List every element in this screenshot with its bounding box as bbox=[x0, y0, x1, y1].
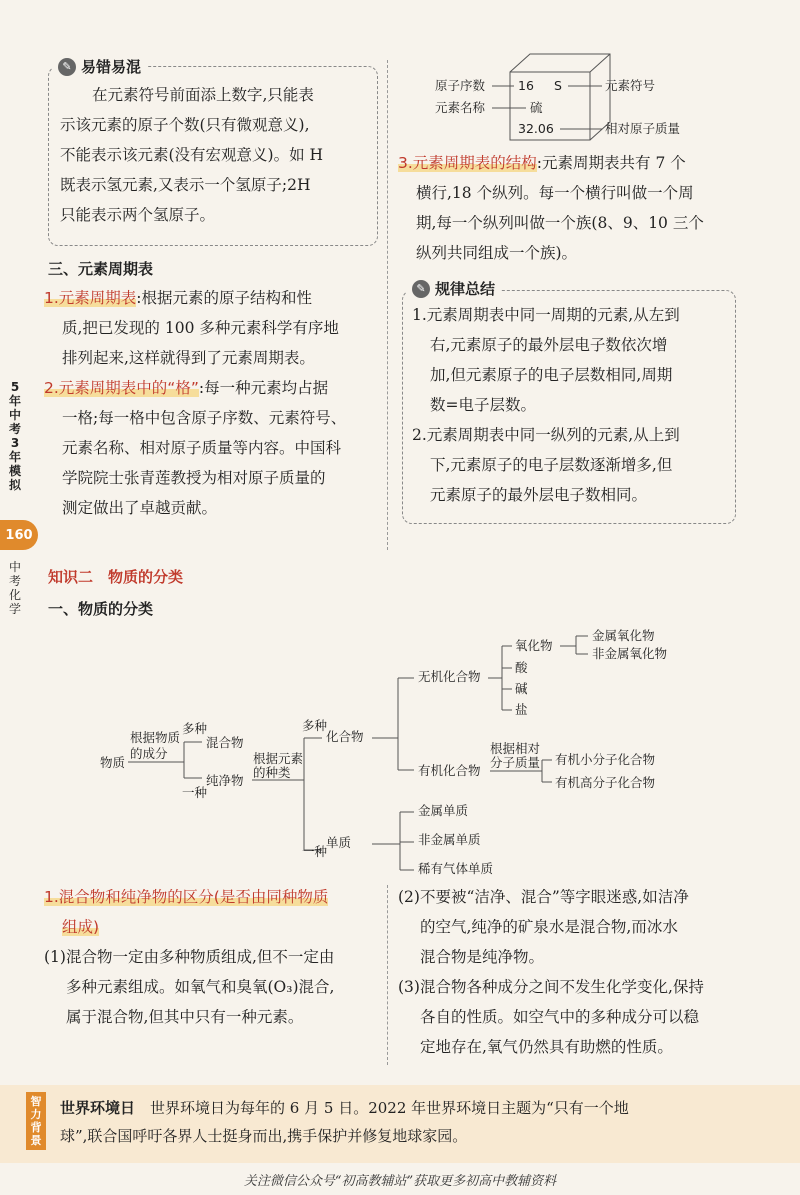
bottom-left-line: (1)混合物一定由多种物质组成,但不一定由 bbox=[44, 948, 335, 966]
pure-node: 纯净物 bbox=[206, 773, 244, 788]
acid-node: 酸 bbox=[515, 660, 528, 675]
sidebar-char: 拟 bbox=[8, 478, 21, 492]
subject-char: 考 bbox=[8, 574, 21, 588]
band-label-char: 智 bbox=[30, 1095, 42, 1108]
rule-line: 数=电子层数。 bbox=[430, 396, 536, 414]
item1-line: 排列起来,这样就得到了元素周期表。 bbox=[62, 349, 315, 367]
tip-line: 不能表示该元素(没有宏观意义)。如 H bbox=[60, 146, 324, 164]
item3-line: 横行,18 个纵列。每一个横行叫做一个周 bbox=[416, 184, 694, 202]
tip-title: 易错易混 bbox=[81, 58, 142, 76]
bottom-left-line: 多种元素组成。如氧气和臭氧(O₃)混合, bbox=[66, 978, 335, 996]
basis2-line2: 的种类 bbox=[253, 765, 291, 780]
compound-node: 化合物 bbox=[326, 729, 364, 744]
item2-line: 测定做出了卓越贡献。 bbox=[62, 499, 218, 517]
section1-title: 一、物质的分类 bbox=[48, 600, 154, 618]
nonmetal-element-node: 非金属单质 bbox=[418, 832, 481, 847]
classification-tree bbox=[90, 620, 710, 882]
item2-line: 元素名称、相对原子质量等内容。中国科 bbox=[62, 439, 342, 457]
basis3-line1: 根据相对 bbox=[490, 741, 541, 756]
item2 bbox=[44, 373, 384, 523]
band-label-char: 景 bbox=[30, 1134, 42, 1147]
band-line: 球”,联合国呼吁各界人士挺身而出,携手保护并修复地球家园。 bbox=[60, 1127, 468, 1145]
item3-line: :元素周期表共有 7 个 bbox=[536, 154, 686, 172]
small-organic-node: 有机小分子化合物 bbox=[555, 752, 656, 767]
big-organic-node: 有机高分子化合物 bbox=[555, 775, 656, 790]
rule-line: 1.元素周期表中同一周期的元素,从左到 bbox=[412, 306, 680, 324]
rule-line: 下,元素原子的电子层数逐渐增多,但 bbox=[430, 456, 673, 474]
symbol-label: 元素符号 bbox=[605, 78, 656, 93]
sidebar-char: 3 bbox=[10, 436, 20, 450]
band-line: 世界环境日为每年的 6 月 5 日。2022 年世界环境日主题为“只有一个地 bbox=[150, 1099, 629, 1117]
metal-element-node: 金属单质 bbox=[418, 803, 469, 818]
one-label: 一种 bbox=[182, 785, 208, 800]
band-text bbox=[60, 1094, 780, 1150]
band-label-char: 力 bbox=[30, 1108, 42, 1121]
rule-tag bbox=[406, 278, 501, 299]
page-number: 160 bbox=[0, 520, 38, 550]
footer-watermark: 关注微信公众号“初高教辅站”获取更多初高中教辅资料 bbox=[243, 1174, 557, 1189]
nonmetal-oxide-node: 非金属氧化物 bbox=[592, 646, 668, 661]
item3 bbox=[398, 148, 743, 268]
item1-line: :根据元素的原子结构和性 bbox=[136, 289, 313, 307]
atomic-mass: 32.06 bbox=[518, 121, 554, 136]
rule-title: 规律总结 bbox=[435, 280, 496, 298]
basis2-line1: 根据元素 bbox=[253, 751, 304, 766]
subject-char: 学 bbox=[8, 602, 21, 616]
one-label: 一种 bbox=[302, 844, 328, 859]
column-divider bbox=[387, 60, 388, 550]
tip-line: 在元素符号前面添上数字,只能表 bbox=[92, 86, 314, 104]
rule-text bbox=[412, 300, 732, 510]
metal-oxide-node: 金属氧化物 bbox=[592, 628, 655, 643]
mixture-node: 混合物 bbox=[206, 735, 244, 750]
sidebar-char: 年 bbox=[8, 394, 21, 408]
item3-label: 3.元素周期表的结构 bbox=[398, 154, 537, 172]
pen-icon: ✎ bbox=[58, 58, 76, 76]
bottom-right-line: 定地存在,氧气仍然具有助燃的性质。 bbox=[420, 1038, 673, 1056]
bottom-left-title: 组成) bbox=[62, 918, 100, 936]
root-node: 物质 bbox=[100, 755, 126, 770]
bottom-right-text bbox=[398, 882, 748, 1062]
organic-node: 有机化合物 bbox=[418, 763, 481, 778]
band-label bbox=[26, 1092, 46, 1150]
band-title: 世界环境日 bbox=[60, 1099, 136, 1117]
band-label-char: 背 bbox=[30, 1121, 42, 1134]
atomic-number-label: 原子序数 bbox=[435, 78, 486, 93]
pen-icon: ✎ bbox=[412, 280, 430, 298]
subject-char: 化 bbox=[8, 588, 21, 602]
bottom-right-line: (3)混合物各种成分之间不发生化学变化,保持 bbox=[398, 978, 704, 996]
base-node: 碱 bbox=[515, 681, 528, 696]
rule-line: 右,元素原子的最外层电子数依次增 bbox=[430, 336, 668, 354]
basis3-line2: 分子质量 bbox=[490, 755, 541, 770]
bottom-right-line: 各自的性质。如空气中的多种成分可以稳 bbox=[420, 1008, 700, 1026]
many-label: 多种 bbox=[302, 718, 328, 733]
inorganic-node: 无机化合物 bbox=[418, 669, 481, 684]
knowledge2-title: 知识二 物质的分类 bbox=[48, 568, 184, 586]
basis1-line2: 的成分 bbox=[130, 746, 168, 761]
item1-line: 质,把已发现的 100 多种元素科学有序地 bbox=[62, 319, 339, 337]
item1-label: 1.元素周期表 bbox=[44, 289, 137, 307]
tip-line: 既表示氢元素,又表示一个氢原子;2H bbox=[60, 176, 311, 194]
item2-label: 2.元素周期表中的“格” bbox=[44, 379, 199, 397]
sidebar-char: 中 bbox=[8, 408, 21, 422]
element-name-label: 元素名称 bbox=[435, 100, 486, 115]
sidebar-char: 模 bbox=[8, 464, 21, 478]
sidebar-char: 年 bbox=[8, 450, 21, 464]
many-label: 多种 bbox=[182, 721, 208, 736]
element-sub-node: 单质 bbox=[326, 835, 352, 850]
basis1-line1: 根据物质 bbox=[130, 730, 181, 745]
tip-line: 只能表示两个氢原子。 bbox=[60, 206, 216, 224]
bottom-left-title: 1.混合物和纯净物的区分(是否由同种物质 bbox=[44, 888, 329, 906]
sidebar-char: 考 bbox=[8, 422, 21, 436]
bottom-right-line: 的空气,纯净的矿泉水是混合物,而冰水 bbox=[420, 918, 678, 936]
element-symbol: S bbox=[554, 78, 562, 93]
item2-line: 学院院士张青莲教授为相对原子质量的 bbox=[62, 469, 326, 487]
sidebar-char: 5 bbox=[10, 380, 20, 394]
mass-label: 相对原子质量 bbox=[605, 121, 681, 136]
item1 bbox=[44, 283, 384, 373]
bottom-left-line: 属于混合物,但其中只有一种元素。 bbox=[66, 1008, 304, 1026]
bottom-right-line: 混合物是纯净物。 bbox=[420, 948, 545, 966]
atomic-number: 16 bbox=[518, 78, 534, 93]
bottom-right-line: (2)不要被“洁净、混合”等字眼迷惑,如洁净 bbox=[398, 888, 689, 906]
item3-line: 期,每一个纵列叫做一个族(8、9、10 三个 bbox=[416, 214, 704, 232]
rule-line: 加,但元素原子的电子层数相同,周期 bbox=[430, 366, 673, 384]
tip-text bbox=[60, 80, 370, 230]
salt-node: 盐 bbox=[515, 702, 528, 717]
rule-line: 2.元素周期表中同一纵列的元素,从上到 bbox=[412, 426, 680, 444]
tip-tag bbox=[52, 56, 147, 77]
section3-title: 三、元素周期表 bbox=[48, 260, 154, 278]
item2-line: 一格;每一格中包含原子序数、元素符号、 bbox=[62, 409, 347, 427]
item2-line: :每一种元素均占据 bbox=[198, 379, 329, 397]
cube-edge bbox=[590, 54, 610, 72]
item3-line: 纵列共同组成一个族)。 bbox=[416, 244, 578, 262]
book-title-vertical bbox=[0, 380, 30, 492]
oxide-node: 氧化物 bbox=[515, 638, 553, 653]
tip-line: 示该元素的原子个数(只有微观意义), bbox=[60, 116, 310, 134]
rule-line: 元素原子的最外层电子数相同。 bbox=[430, 486, 648, 504]
subject-vertical bbox=[6, 560, 24, 616]
element-name: 硫 bbox=[530, 100, 543, 115]
noble-element-node: 稀有气体单质 bbox=[418, 861, 494, 876]
element-cell-diagram bbox=[430, 48, 720, 148]
bottom-left-text bbox=[44, 882, 389, 1032]
subject-char: 中 bbox=[8, 560, 21, 574]
